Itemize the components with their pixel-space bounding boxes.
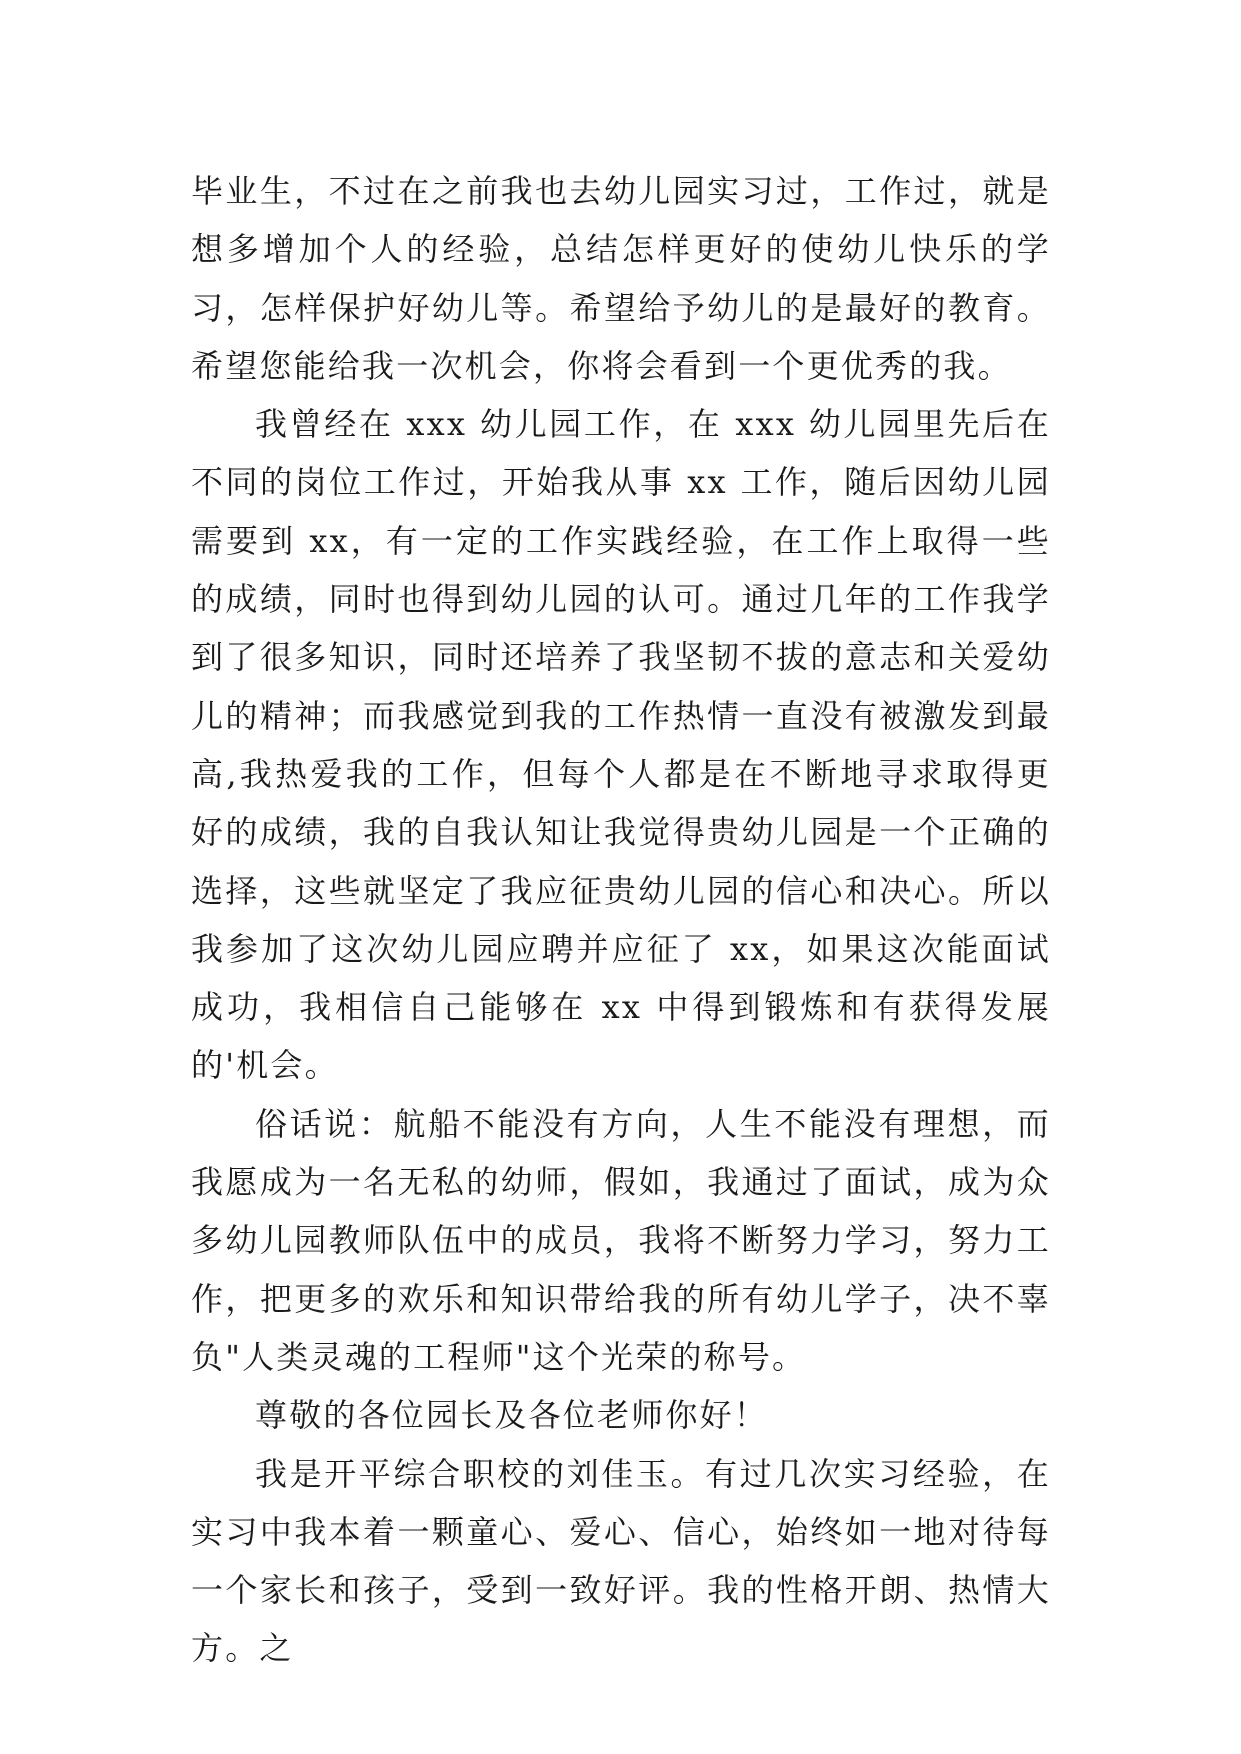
paragraph-greeting: 尊敬的各位园长及各位老师你好！ — [255, 1396, 769, 1435]
document-body — [191, 162, 1051, 1678]
paragraph-work-experience: 我曾经在 xxx 幼儿园工作，在 xxx 幼儿园里先后在不同的岗位工作过，开始我从事 xx 工作，随后因幼儿园需要到 xx，有一定的工作实践经验，在工作上取得一些的成绩，同时也得到幼儿园的认可。通过几年的工作我学到了很多知识，同时还培养了我坚韧不拔的意志和关爱幼儿的精神；而我感觉到我的工作热情一直没有被激发到最高,我热爱我的工作，但每个人都是在不断地寻求取得更好的成绩，我的自我认知让我觉得贵幼儿园是一个正确的选择，这些就坚定了我应征贵幼儿园的信心和决心。所以我参加了这次幼儿园应聘并应征了 xx，如果这次能面试成功，我相信自己能够在 xx 中得到锻炼和有获得发展的'机会。 — [191, 405, 1051, 1085]
paragraph-self-introduction: 我是开平综合职校的刘佳玉。有过几次实习经验，在实习中我本着一颗童心、爱心、信心，始终如一地对待每一个家长和孩子，受到一致好评。我的性格开朗、热情大方。之 — [191, 1454, 1051, 1668]
paragraph-continuation: 毕业生，不过在之前我也去幼儿园实习过，工作过，就是想多增加个人的经验，总结怎样更好的使幼儿快乐的学习，怎样保护好幼儿等。希望给予幼儿的是最好的教育。希望您能给我一次机会，你将会看到一个更优秀的我。 — [191, 172, 1051, 385]
paragraph-aspiration: 俗话说：航船不能没有方向，人生不能没有理想，而我愿成为一名无私的幼师，假如，我通过了面试，成为众多幼儿园教师队伍中的成员，我将不断努力学习，努力工作，把更多的欢乐和知识带给我的所有幼儿学子，决不辜负"人类灵魂的工程师"这个光荣的称号。 — [191, 1104, 1051, 1376]
